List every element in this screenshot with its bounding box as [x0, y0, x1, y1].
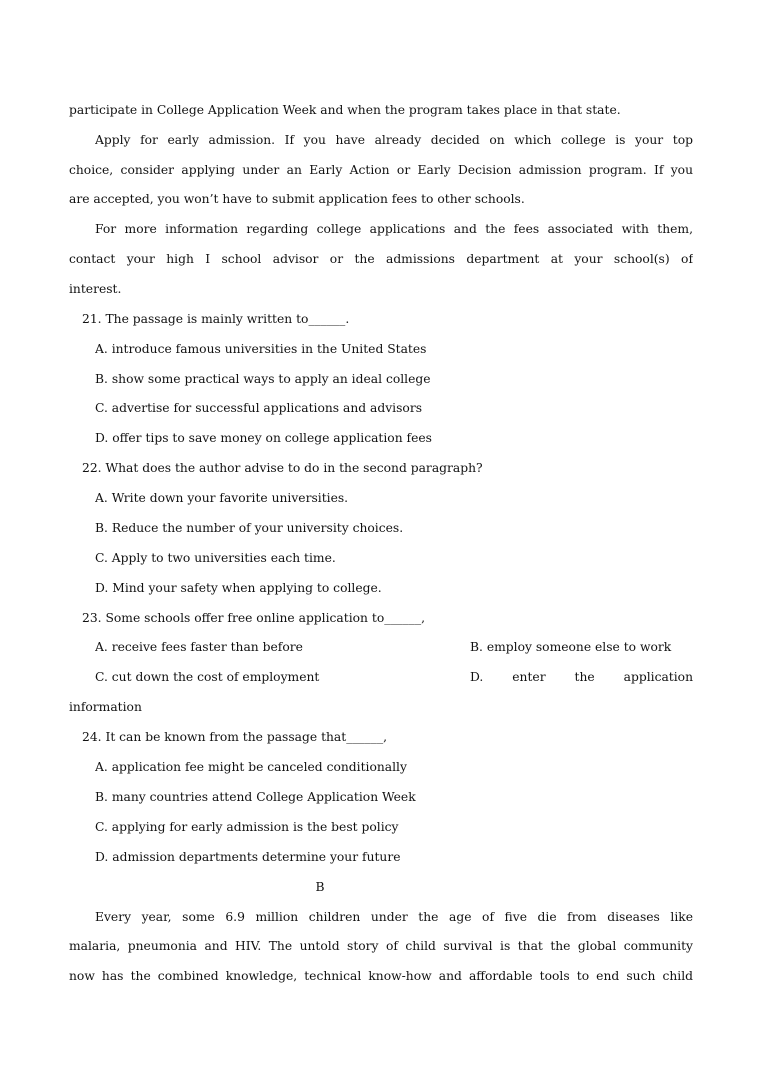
question-24-option-b: B. many countries attend College Application Week	[95, 790, 416, 804]
question-22-option-c: C. Apply to two universities each time.	[95, 551, 336, 565]
paragraph-2-line-2: choice, consider applying under an Early Action or Early Decision admission program. If you	[69, 163, 693, 177]
question-23-option-d-continuation: information	[69, 700, 142, 714]
question-24-stem: 24. It can be known from the passage that______,	[82, 730, 388, 744]
question-23-option-d: D. enter the application	[470, 670, 693, 684]
question-23-option-a: A. receive fees faster than before	[95, 640, 303, 654]
question-24-option-c: C. applying for early admission is the best policy	[95, 820, 399, 834]
question-24-option-d: D. admission departments determine your future	[95, 850, 401, 864]
question-21-option-c: C. advertise for successful applications and advisors	[95, 401, 423, 415]
question-21-option-b: B. show some practical ways to apply an ideal college	[95, 372, 431, 386]
section-b-heading: B	[315, 880, 325, 894]
question-23-option-b: B. employ someone else to work	[470, 640, 672, 654]
question-23-option-c: C. cut down the cost of employment	[95, 670, 320, 684]
question-22-option-d: D. Mind your safety when applying to college.	[95, 581, 382, 595]
paragraph-2-line-3: are accepted, you won’t have to submit application fees to other schools.	[69, 192, 525, 206]
paragraph-3-line-3: interest.	[69, 282, 122, 296]
question-22-stem: 22. What does the author advise to do in the second paragraph?	[82, 461, 483, 475]
paragraph-3-line-1: For more information regarding college applications and the fees associated with them,	[95, 222, 693, 236]
section-b-line-1: Every year, some 6.9 million children under the age of five die from diseases like	[95, 910, 693, 924]
paragraph-3-line-2: contact your high I school advisor or the admissions department at your school(s) of	[69, 252, 693, 266]
question-22-option-b: B. Reduce the number of your university choices.	[95, 521, 404, 535]
paragraph-2-line-1: Apply for early admission. If you have already decided on which college is your top	[95, 133, 693, 147]
section-b-line-2: malaria, pneumonia and HIV. The untold story of child survival is that the global community	[69, 939, 693, 953]
question-21-option-d: D. offer tips to save money on college application fees	[95, 431, 432, 445]
question-24-option-a: A. application fee might be canceled conditionally	[95, 760, 407, 774]
question-21-option-a: A. introduce famous universities in the United States	[95, 342, 427, 356]
question-23-stem: 23. Some schools offer free online application to______,	[82, 611, 426, 625]
question-21-stem: 21. The passage is mainly written to______.	[82, 312, 350, 326]
question-22-option-a: A. Write down your favorite universities.	[95, 491, 349, 505]
section-b-line-3: now has the combined knowledge, technical know-how and affordable tools to end such child	[69, 969, 693, 983]
paragraph-1-line-1: participate in College Application Week and when the program takes place in that state.	[69, 103, 621, 117]
